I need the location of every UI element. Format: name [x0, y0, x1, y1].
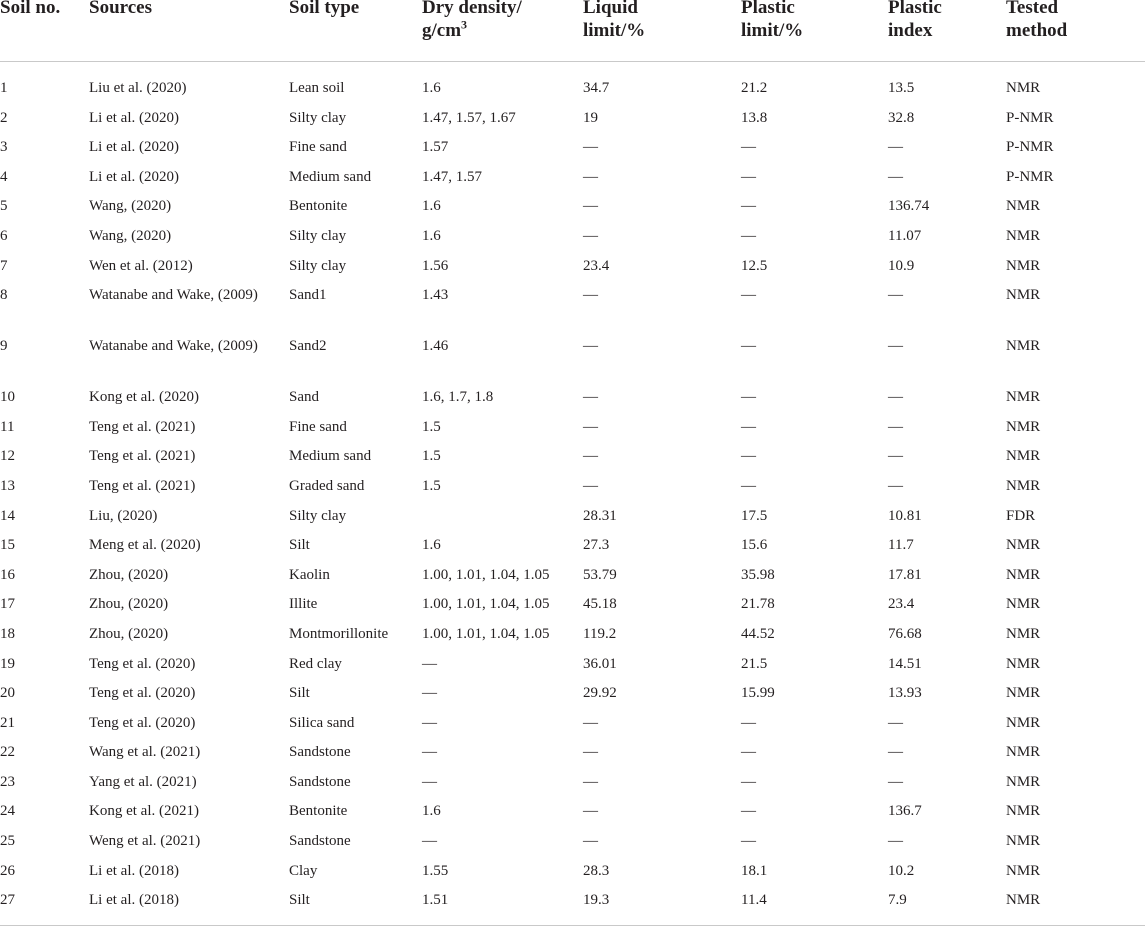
cell-plastic-limit: — — [741, 338, 756, 355]
cell-plastic-index: 136.7 — [888, 803, 922, 820]
cell-tested-method: P-NMR — [1006, 139, 1054, 156]
cell-tested-method: NMR — [1006, 389, 1041, 406]
cell-source: Li et al. (2020) — [89, 109, 179, 126]
cell-plastic-limit: 21.5 — [741, 655, 768, 672]
cell-source: Teng et al. (2020) — [89, 655, 196, 672]
cell-plastic-index: — — [888, 139, 903, 156]
cell-plastic-limit: — — [741, 744, 756, 761]
cell-tested-method: NMR — [1006, 198, 1041, 215]
table-row — [0, 429, 1145, 465]
cell-soil-no: 23 — [0, 773, 15, 790]
cell-dry-density: 1.00, 1.01, 1.04, 1.05 — [422, 625, 550, 642]
cell-plastic-limit: 11.4 — [741, 892, 767, 909]
header-dry-density-superscript: 3 — [461, 17, 468, 32]
header-tested-method-line1: Tested — [1006, 0, 1059, 18]
header-dry-density-unit: g/cm — [422, 20, 462, 41]
header-liquid-limit-line2: limit/% — [583, 20, 646, 41]
cell-dry-density: — — [422, 685, 437, 702]
table-row — [0, 370, 1145, 406]
cell-soil-no: 13 — [0, 477, 15, 494]
cell-soil-no: 16 — [0, 566, 15, 583]
cell-source: Li et al. (2018) — [89, 892, 179, 909]
cell-soil-no: 14 — [0, 507, 15, 524]
header-plastic-limit-line1: Plastic — [741, 0, 795, 18]
cell-liquid-limit: 29.92 — [583, 685, 617, 702]
cell-tested-method: NMR — [1006, 287, 1041, 304]
cell-source: Meng et al. (2020) — [89, 537, 201, 554]
header-liquid-limit-line1: Liquid — [583, 0, 638, 18]
header-tested-method-line2: method — [1006, 20, 1068, 41]
cell-source: Zhou, (2020) — [89, 625, 169, 642]
header-dry-density-line2 — [422, 19, 522, 42]
table-row — [0, 873, 1145, 909]
table-row — [0, 696, 1145, 731]
table-row — [0, 150, 1145, 185]
cell-plastic-index: 7.9 — [888, 892, 907, 909]
cell-liquid-limit: — — [583, 198, 598, 215]
cell-dry-density: 1.57 — [422, 139, 449, 156]
header-sources-line1: Sources — [89, 0, 152, 18]
cell-plastic-index: — — [888, 773, 903, 790]
cell-soil-type: Silt — [289, 537, 310, 554]
cell-plastic-index: — — [888, 287, 903, 304]
cell-soil-no: 10 — [0, 389, 15, 406]
cell-source: Teng et al. (2020) — [89, 685, 196, 702]
cell-tested-method: NMR — [1006, 625, 1041, 642]
cell-tested-method: NMR — [1006, 833, 1041, 850]
header-soil-type — [289, 0, 359, 19]
cell-source: Watanabe and Wake, (2009) — [89, 338, 258, 355]
cell-source: Kong et al. (2021) — [89, 803, 199, 820]
cell-source: Kong et al. (2020) — [89, 389, 199, 406]
cell-plastic-limit: — — [741, 198, 756, 215]
cell-dry-density: — — [422, 833, 437, 850]
cell-soil-no: 17 — [0, 596, 15, 613]
header-plastic-limit — [741, 0, 803, 42]
table-row — [0, 666, 1145, 702]
cell-source: Watanabe and Wake, (2009) — [89, 287, 258, 304]
cell-soil-type: Red clay — [289, 655, 342, 672]
cell-dry-density: 1.5 — [422, 477, 441, 494]
cell-soil-type: Silt — [289, 685, 310, 702]
cell-liquid-limit: — — [583, 448, 598, 465]
cell-plastic-limit: 12.5 — [741, 257, 768, 274]
cell-dry-density: 1.47, 1.57 — [422, 168, 482, 185]
cell-soil-no: 18 — [0, 625, 15, 642]
cell-source: Wang et al. (2021) — [89, 744, 201, 761]
table-row — [0, 91, 1145, 126]
cell-liquid-limit: — — [583, 168, 598, 185]
cell-liquid-limit: 19 — [583, 109, 598, 126]
cell-plastic-limit: 21.2 — [741, 80, 768, 96]
cell-liquid-limit: — — [583, 744, 598, 761]
cell-soil-type: Silty clay — [289, 109, 347, 126]
cell-plastic-limit: 15.6 — [741, 537, 768, 554]
cell-source: Yang et al. (2021) — [89, 773, 197, 790]
cell-source: Teng et al. (2020) — [89, 714, 196, 731]
cell-plastic-index: 136.74 — [888, 198, 930, 215]
header-plastic-index-line1: Plastic — [888, 0, 942, 18]
cell-liquid-limit: — — [583, 714, 598, 731]
cell-soil-type: Fine sand — [289, 139, 347, 156]
header-soil-type-line1: Soil type — [289, 0, 360, 18]
table-row — [0, 179, 1145, 215]
cell-plastic-index: — — [888, 833, 903, 850]
cell-liquid-limit: 28.3 — [583, 862, 610, 879]
cell-soil-no: 3 — [0, 139, 8, 156]
header-soil-no-line1: Soil no. — [0, 0, 61, 18]
cell-tested-method: P-NMR — [1006, 109, 1054, 126]
cell-soil-type: Silty clay — [289, 227, 347, 244]
cell-soil-no: 4 — [0, 168, 8, 185]
cell-liquid-limit: — — [583, 803, 598, 820]
cell-source: Weng et al. (2021) — [89, 833, 201, 850]
table-row — [0, 755, 1145, 790]
cell-soil-no: 21 — [0, 714, 15, 731]
cell-tested-method: NMR — [1006, 477, 1041, 494]
cell-tested-method: NMR — [1006, 685, 1041, 702]
cell-dry-density: 1.46 — [422, 338, 449, 355]
cell-soil-no: 2 — [0, 109, 8, 126]
cell-soil-type: Silty clay — [289, 257, 347, 274]
header-dry-density-line1: Dry density/ — [422, 0, 522, 18]
cell-liquid-limit: 119.2 — [583, 625, 617, 642]
cell-tested-method: NMR — [1006, 448, 1041, 465]
cell-soil-type: Sand1 — [289, 287, 327, 304]
cell-tested-method: NMR — [1006, 566, 1041, 583]
cell-soil-type: Graded sand — [289, 477, 365, 494]
cell-soil-no: 12 — [0, 448, 15, 465]
cell-dry-density: 1.00, 1.01, 1.04, 1.05 — [422, 596, 550, 613]
cell-dry-density: 1.56 — [422, 257, 449, 274]
header-dry-density — [422, 0, 522, 42]
cell-liquid-limit: — — [583, 389, 598, 406]
table-row — [0, 459, 1145, 494]
cell-plastic-limit: 13.8 — [741, 109, 768, 126]
cell-dry-density: — — [422, 773, 437, 790]
cell-soil-type: Medium sand — [289, 448, 372, 465]
cell-soil-no: 11 — [0, 418, 15, 435]
cell-soil-no: 6 — [0, 227, 8, 244]
header-liquid-limit — [583, 0, 645, 42]
cell-plastic-limit: — — [741, 477, 756, 494]
cell-plastic-limit: 35.98 — [741, 566, 775, 583]
cell-liquid-limit: 23.4 — [583, 257, 610, 274]
cell-dry-density: 1.55 — [422, 862, 449, 879]
cell-soil-type: Illite — [289, 596, 318, 613]
cell-source: Liu et al. (2020) — [89, 80, 187, 96]
cell-plastic-limit: — — [741, 139, 756, 156]
table-row — [0, 209, 1145, 244]
cell-tested-method: NMR — [1006, 537, 1041, 554]
table-row — [0, 784, 1145, 820]
cell-liquid-limit: — — [583, 477, 598, 494]
cell-plastic-limit: 21.78 — [741, 596, 775, 613]
cell-plastic-limit: — — [741, 773, 756, 790]
cell-plastic-limit: — — [741, 448, 756, 465]
cell-tested-method: NMR — [1006, 714, 1041, 731]
cell-soil-no: 9 — [0, 338, 8, 355]
cell-tested-method: NMR — [1006, 338, 1041, 355]
table-row — [0, 844, 1145, 879]
cell-plastic-index: 11.7 — [888, 537, 914, 554]
cell-source: Zhou, (2020) — [89, 596, 169, 613]
cell-source: Wang, (2020) — [89, 198, 172, 215]
cell-plastic-index: 10.9 — [888, 257, 915, 274]
header-plastic-index — [888, 0, 942, 42]
cell-soil-type: Sandstone — [289, 773, 351, 790]
cell-plastic-limit: — — [741, 833, 756, 850]
cell-plastic-index: — — [888, 389, 903, 406]
cell-soil-no: 19 — [0, 655, 15, 672]
cell-tested-method: NMR — [1006, 862, 1041, 879]
cell-plastic-index: 13.5 — [888, 80, 915, 96]
cell-dry-density: 1.5 — [422, 448, 441, 465]
cell-soil-type: Montmorillonite — [289, 625, 389, 642]
cell-plastic-limit: — — [741, 227, 756, 244]
cell-plastic-index: — — [888, 477, 903, 494]
table-row — [0, 61, 1145, 96]
cell-plastic-limit: 18.1 — [741, 862, 768, 879]
cell-source: Teng et al. (2021) — [89, 477, 196, 494]
cell-soil-type: Fine sand — [289, 418, 347, 435]
cell-source: Wen et al. (2012) — [89, 257, 193, 274]
cell-liquid-limit: 53.79 — [583, 566, 617, 583]
cell-soil-type: Sand2 — [289, 338, 327, 355]
table-header — [0, 0, 1145, 62]
cell-plastic-index: 76.68 — [888, 625, 922, 642]
cell-soil-no: 8 — [0, 287, 8, 304]
cell-tested-method: NMR — [1006, 257, 1041, 274]
cell-tested-method: NMR — [1006, 227, 1041, 244]
cell-soil-no: 22 — [0, 744, 15, 761]
table-body — [0, 61, 1145, 909]
cell-tested-method: NMR — [1006, 744, 1041, 761]
cell-dry-density: — — [422, 714, 437, 731]
table-row — [0, 637, 1145, 672]
cell-soil-type: Medium sand — [289, 168, 372, 185]
cell-liquid-limit: 36.01 — [583, 655, 617, 672]
cell-liquid-limit: — — [583, 773, 598, 790]
table-row — [0, 518, 1145, 554]
cell-soil-type: Silt — [289, 892, 310, 909]
cell-soil-no: 24 — [0, 803, 15, 820]
cell-tested-method: NMR — [1006, 596, 1041, 613]
cell-soil-no: 15 — [0, 537, 15, 554]
table-row — [0, 400, 1145, 435]
cell-soil-type: Clay — [289, 862, 318, 879]
cell-plastic-index: 32.8 — [888, 109, 915, 126]
cell-tested-method: NMR — [1006, 773, 1041, 790]
cell-liquid-limit: 45.18 — [583, 596, 617, 613]
cell-soil-no: 27 — [0, 892, 15, 909]
cell-plastic-index: — — [888, 744, 903, 761]
header-tested-method — [1006, 0, 1067, 42]
cell-liquid-limit: — — [583, 139, 598, 156]
cell-dry-density: 1.51 — [422, 892, 449, 909]
table-row — [0, 120, 1145, 156]
cell-dry-density: — — [422, 655, 437, 672]
cell-source: Li et al. (2018) — [89, 862, 179, 879]
cell-source: Teng et al. (2021) — [89, 448, 196, 465]
cell-plastic-limit: — — [741, 418, 756, 435]
cell-dry-density: 1.6 — [422, 537, 441, 554]
cell-plastic-index: — — [888, 168, 903, 185]
cell-source: Li et al. (2020) — [89, 139, 179, 156]
cell-soil-no: 20 — [0, 685, 15, 702]
cell-dry-density: 1.6 — [422, 227, 441, 244]
cell-soil-type: Lean soil — [289, 80, 345, 96]
table-row — [0, 489, 1145, 524]
cell-dry-density: — — [422, 744, 437, 761]
cell-soil-no: 26 — [0, 862, 15, 879]
cell-dry-density: 1.6 — [422, 803, 441, 820]
cell-soil-type: Bentonite — [289, 803, 348, 820]
cell-dry-density: 1.00, 1.01, 1.04, 1.05 — [422, 566, 550, 583]
cell-plastic-index: 13.93 — [888, 685, 922, 702]
cell-plastic-index: 10.81 — [888, 507, 922, 524]
cell-soil-type: Silty clay — [289, 507, 347, 524]
cell-liquid-limit: — — [583, 833, 598, 850]
cell-dry-density: 1.43 — [422, 287, 449, 304]
cell-soil-no: 25 — [0, 833, 15, 850]
cell-soil-no: 5 — [0, 198, 8, 215]
cell-soil-type: Sandstone — [289, 744, 351, 761]
cell-plastic-index: 14.51 — [888, 655, 922, 672]
header-plastic-limit-line2: limit/% — [741, 20, 804, 41]
cell-tested-method: NMR — [1006, 803, 1041, 820]
table-row — [0, 548, 1145, 583]
cell-plastic-index: — — [888, 448, 903, 465]
cell-tested-method: NMR — [1006, 892, 1041, 909]
cell-tested-method: NMR — [1006, 80, 1041, 96]
cell-tested-method: FDR — [1006, 507, 1036, 524]
cell-liquid-limit: 28.31 — [583, 507, 617, 524]
cell-plastic-limit: 15.99 — [741, 685, 775, 702]
cell-dry-density: 1.6, 1.7, 1.8 — [422, 389, 494, 406]
cell-plastic-index: — — [888, 338, 903, 355]
cell-source: Li et al. (2020) — [89, 168, 179, 185]
cell-soil-no: 1 — [0, 80, 8, 96]
cell-plastic-limit: 17.5 — [741, 507, 768, 524]
header-soil-no — [0, 0, 60, 19]
cell-soil-type: Bentonite — [289, 198, 348, 215]
cell-source: Wang, (2020) — [89, 227, 172, 244]
cell-soil-type: Sandstone — [289, 833, 351, 850]
cell-plastic-limit: — — [741, 803, 756, 820]
cell-dry-density: 1.6 — [422, 80, 441, 96]
cell-soil-no: 7 — [0, 257, 8, 274]
cell-dry-density: 1.6 — [422, 198, 441, 215]
table-bottom-rule — [0, 925, 1145, 926]
cell-plastic-index: 17.81 — [888, 566, 922, 583]
cell-dry-density: 1.47, 1.57, 1.67 — [422, 109, 516, 126]
table-row — [0, 239, 1145, 274]
cell-plastic-index: 10.2 — [888, 862, 915, 879]
cell-liquid-limit: 34.7 — [583, 80, 610, 96]
cell-tested-method: P-NMR — [1006, 168, 1054, 185]
cell-liquid-limit: — — [583, 227, 598, 244]
table-row — [0, 268, 1145, 319]
table-row — [0, 319, 1145, 370]
cell-tested-method: NMR — [1006, 655, 1041, 672]
cell-plastic-limit: — — [741, 714, 756, 731]
table-row — [0, 725, 1145, 761]
header-plastic-index-line2: index — [888, 20, 933, 41]
cell-liquid-limit: 27.3 — [583, 537, 610, 554]
cell-plastic-index: 11.07 — [888, 227, 922, 244]
cell-plastic-limit: — — [741, 287, 756, 304]
header-sources — [89, 0, 152, 19]
cell-liquid-limit: 19.3 — [583, 892, 610, 909]
cell-plastic-index: — — [888, 714, 903, 731]
cell-plastic-limit: — — [741, 168, 756, 185]
cell-liquid-limit: — — [583, 287, 598, 304]
cell-soil-type: Kaolin — [289, 566, 330, 583]
table-row — [0, 607, 1145, 642]
cell-plastic-limit: — — [741, 389, 756, 406]
cell-plastic-index: — — [888, 418, 903, 435]
cell-source: Teng et al. (2021) — [89, 418, 196, 435]
cell-tested-method: NMR — [1006, 418, 1041, 435]
table-row — [0, 577, 1145, 613]
table-row — [0, 814, 1145, 850]
cell-soil-type: Silica sand — [289, 714, 355, 731]
cell-plastic-limit: 44.52 — [741, 625, 775, 642]
cell-liquid-limit: — — [583, 418, 598, 435]
cell-liquid-limit: — — [583, 338, 598, 355]
cell-plastic-index: 23.4 — [888, 596, 915, 613]
cell-source: Zhou, (2020) — [89, 566, 169, 583]
cell-dry-density: 1.5 — [422, 418, 441, 435]
cell-source: Liu, (2020) — [89, 507, 158, 524]
cell-soil-type: Sand — [289, 389, 319, 406]
